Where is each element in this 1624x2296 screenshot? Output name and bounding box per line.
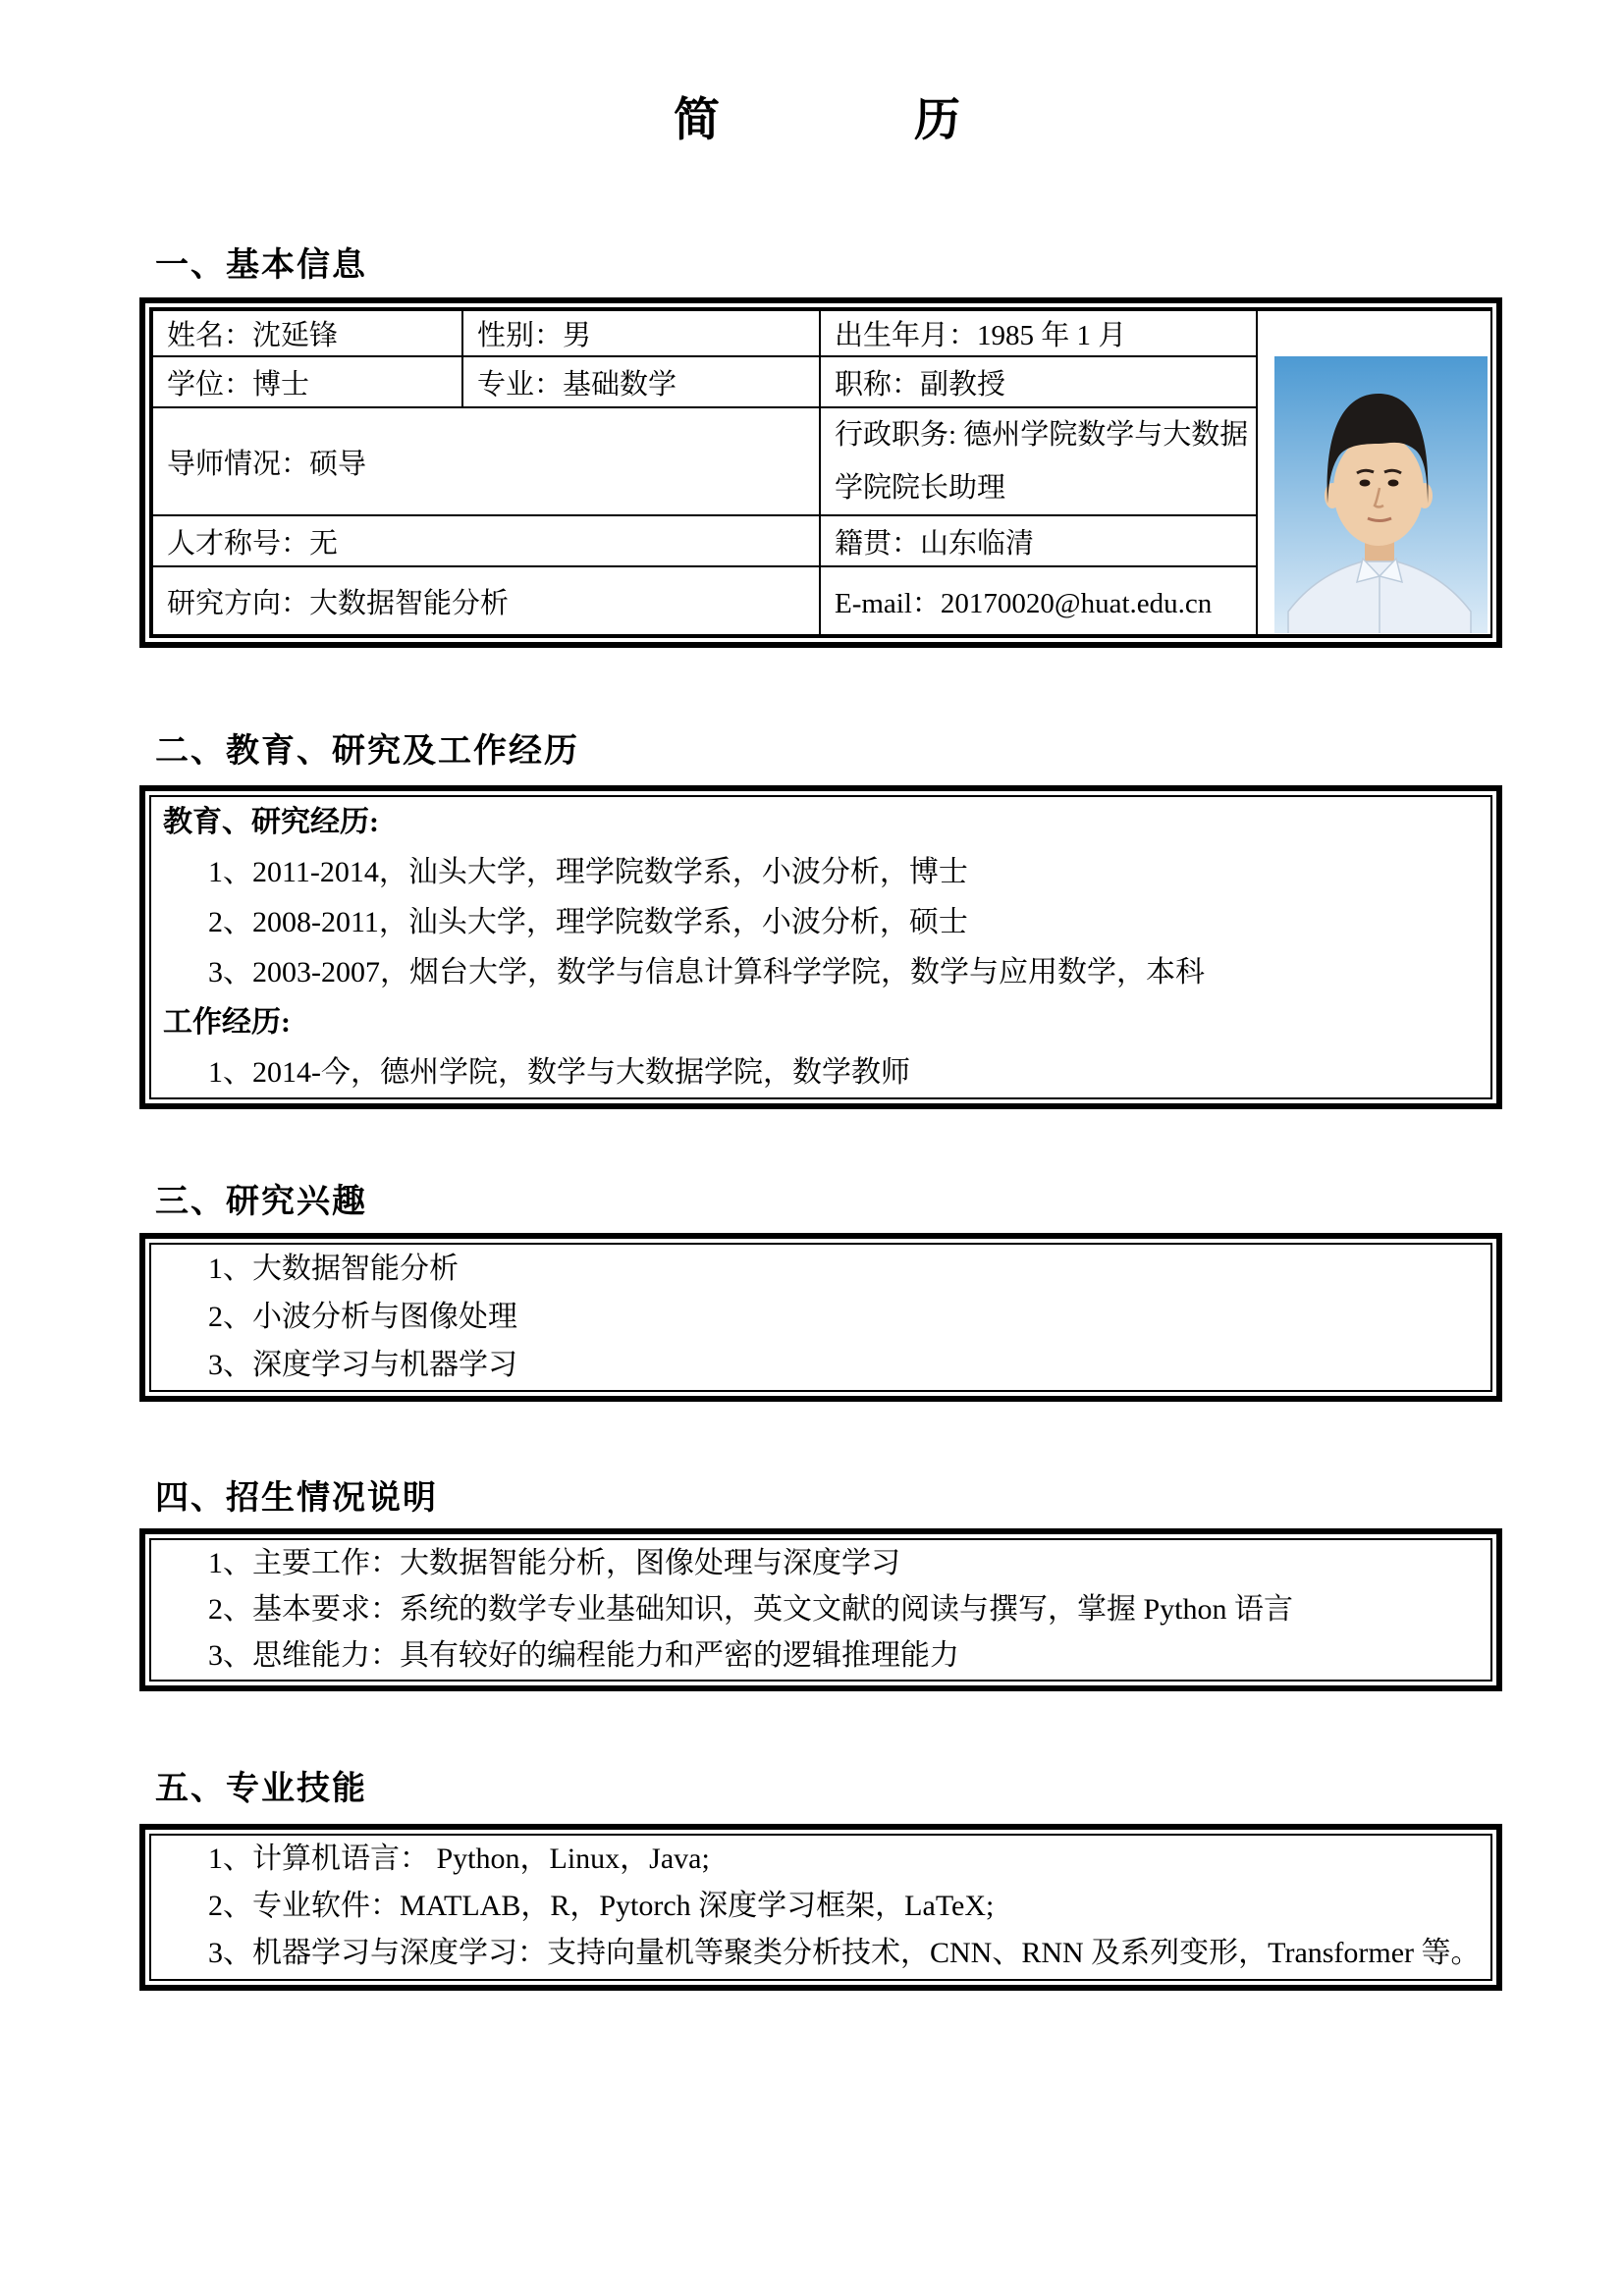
- basic-info-box: [139, 297, 1502, 648]
- cell-advisor: 导师情况：硕导: [152, 407, 820, 515]
- interest-item: 3、深度学习与机器学习: [208, 1349, 517, 1381]
- skill-item: 3、机器学习与深度学习：支持向量机等聚类分析技术，CNN、RNN 及系列变形，Transformer 等。: [208, 1937, 1481, 1969]
- cell-email: E-mail：20170020@huat.edu.cn: [820, 566, 1257, 635]
- recruitment-item: 3、思维能力：具有较好的编程能力和严密的逻辑推理能力: [208, 1639, 959, 1672]
- edu-label: 教育、研究经历:: [163, 806, 379, 838]
- table-row: [152, 310, 1492, 356]
- recruitment-item: 1、主要工作：大数据智能分析，图像处理与深度学习: [208, 1547, 900, 1579]
- cell-birth: 出生年月：1985 年 1 月: [820, 310, 1257, 356]
- photo-cell: [1257, 310, 1492, 635]
- cell-name: 姓名：沈延锋: [152, 310, 462, 356]
- recruitment-box: [139, 1528, 1502, 1691]
- edu-item: 1、2011-2014，汕头大学，理学院数学系，小波分析，博士: [208, 856, 968, 888]
- recruitment-item: 2、基本要求：系统的数学专业基础知识，英文文献的阅读与撰写，掌握 Python 语言: [208, 1593, 1294, 1626]
- heading-basic-info: 一、基本信息: [155, 247, 367, 284]
- title-char-left: 简: [674, 95, 720, 146]
- work-label: 工作经历:: [163, 1006, 291, 1039]
- work-item: 1、2014-今，德州学院，数学与大数据学院，数学教师: [208, 1056, 910, 1089]
- heading-experience: 二、教育、研究及工作经历: [155, 733, 579, 770]
- skill-item: 2、专业软件：MATLAB，R，Pytorch 深度学习框架，LaTeX;: [208, 1890, 995, 1922]
- interest-item: 2、小波分析与图像处理: [208, 1301, 517, 1333]
- cell-admin-role: 行政职务: 德州学院数学与大数据学院院长助理: [820, 407, 1257, 515]
- title-char-right: 历: [914, 95, 960, 146]
- edu-item: 3、2003-2007，烟台大学，数学与信息计算科学学院，数学与应用数学，本科: [208, 956, 1205, 988]
- edu-item: 2、2008-2011，汕头大学，理学院数学系，小波分析，硕士: [208, 906, 968, 938]
- cell-origin: 籍贯：山东临清: [820, 515, 1257, 566]
- interests-box: [139, 1233, 1502, 1402]
- heading-skills: 五、专业技能: [155, 1771, 367, 1807]
- skills-box: [139, 1824, 1502, 1991]
- cell-talent: 人才称号：无: [152, 515, 820, 566]
- heading-interests: 三、研究兴趣: [155, 1184, 367, 1220]
- interest-item: 1、大数据智能分析: [208, 1253, 459, 1285]
- experience-box: [139, 785, 1502, 1109]
- portrait-photo: [1274, 356, 1488, 633]
- cell-research: 研究方向：大数据智能分析: [152, 566, 820, 635]
- heading-recruitment: 四、招生情况说明: [155, 1480, 438, 1517]
- cell-major: 专业：基础数学: [462, 356, 820, 407]
- cell-degree: 学位：博士: [152, 356, 462, 407]
- document-title: [10, 96, 1624, 145]
- skill-item: 1、计算机语言： Python，Linux，Java;: [208, 1842, 710, 1875]
- cell-gender: 性别：男: [462, 310, 820, 356]
- cell-title: 职称：副教授: [820, 356, 1257, 407]
- basic-info-table: [151, 309, 1492, 636]
